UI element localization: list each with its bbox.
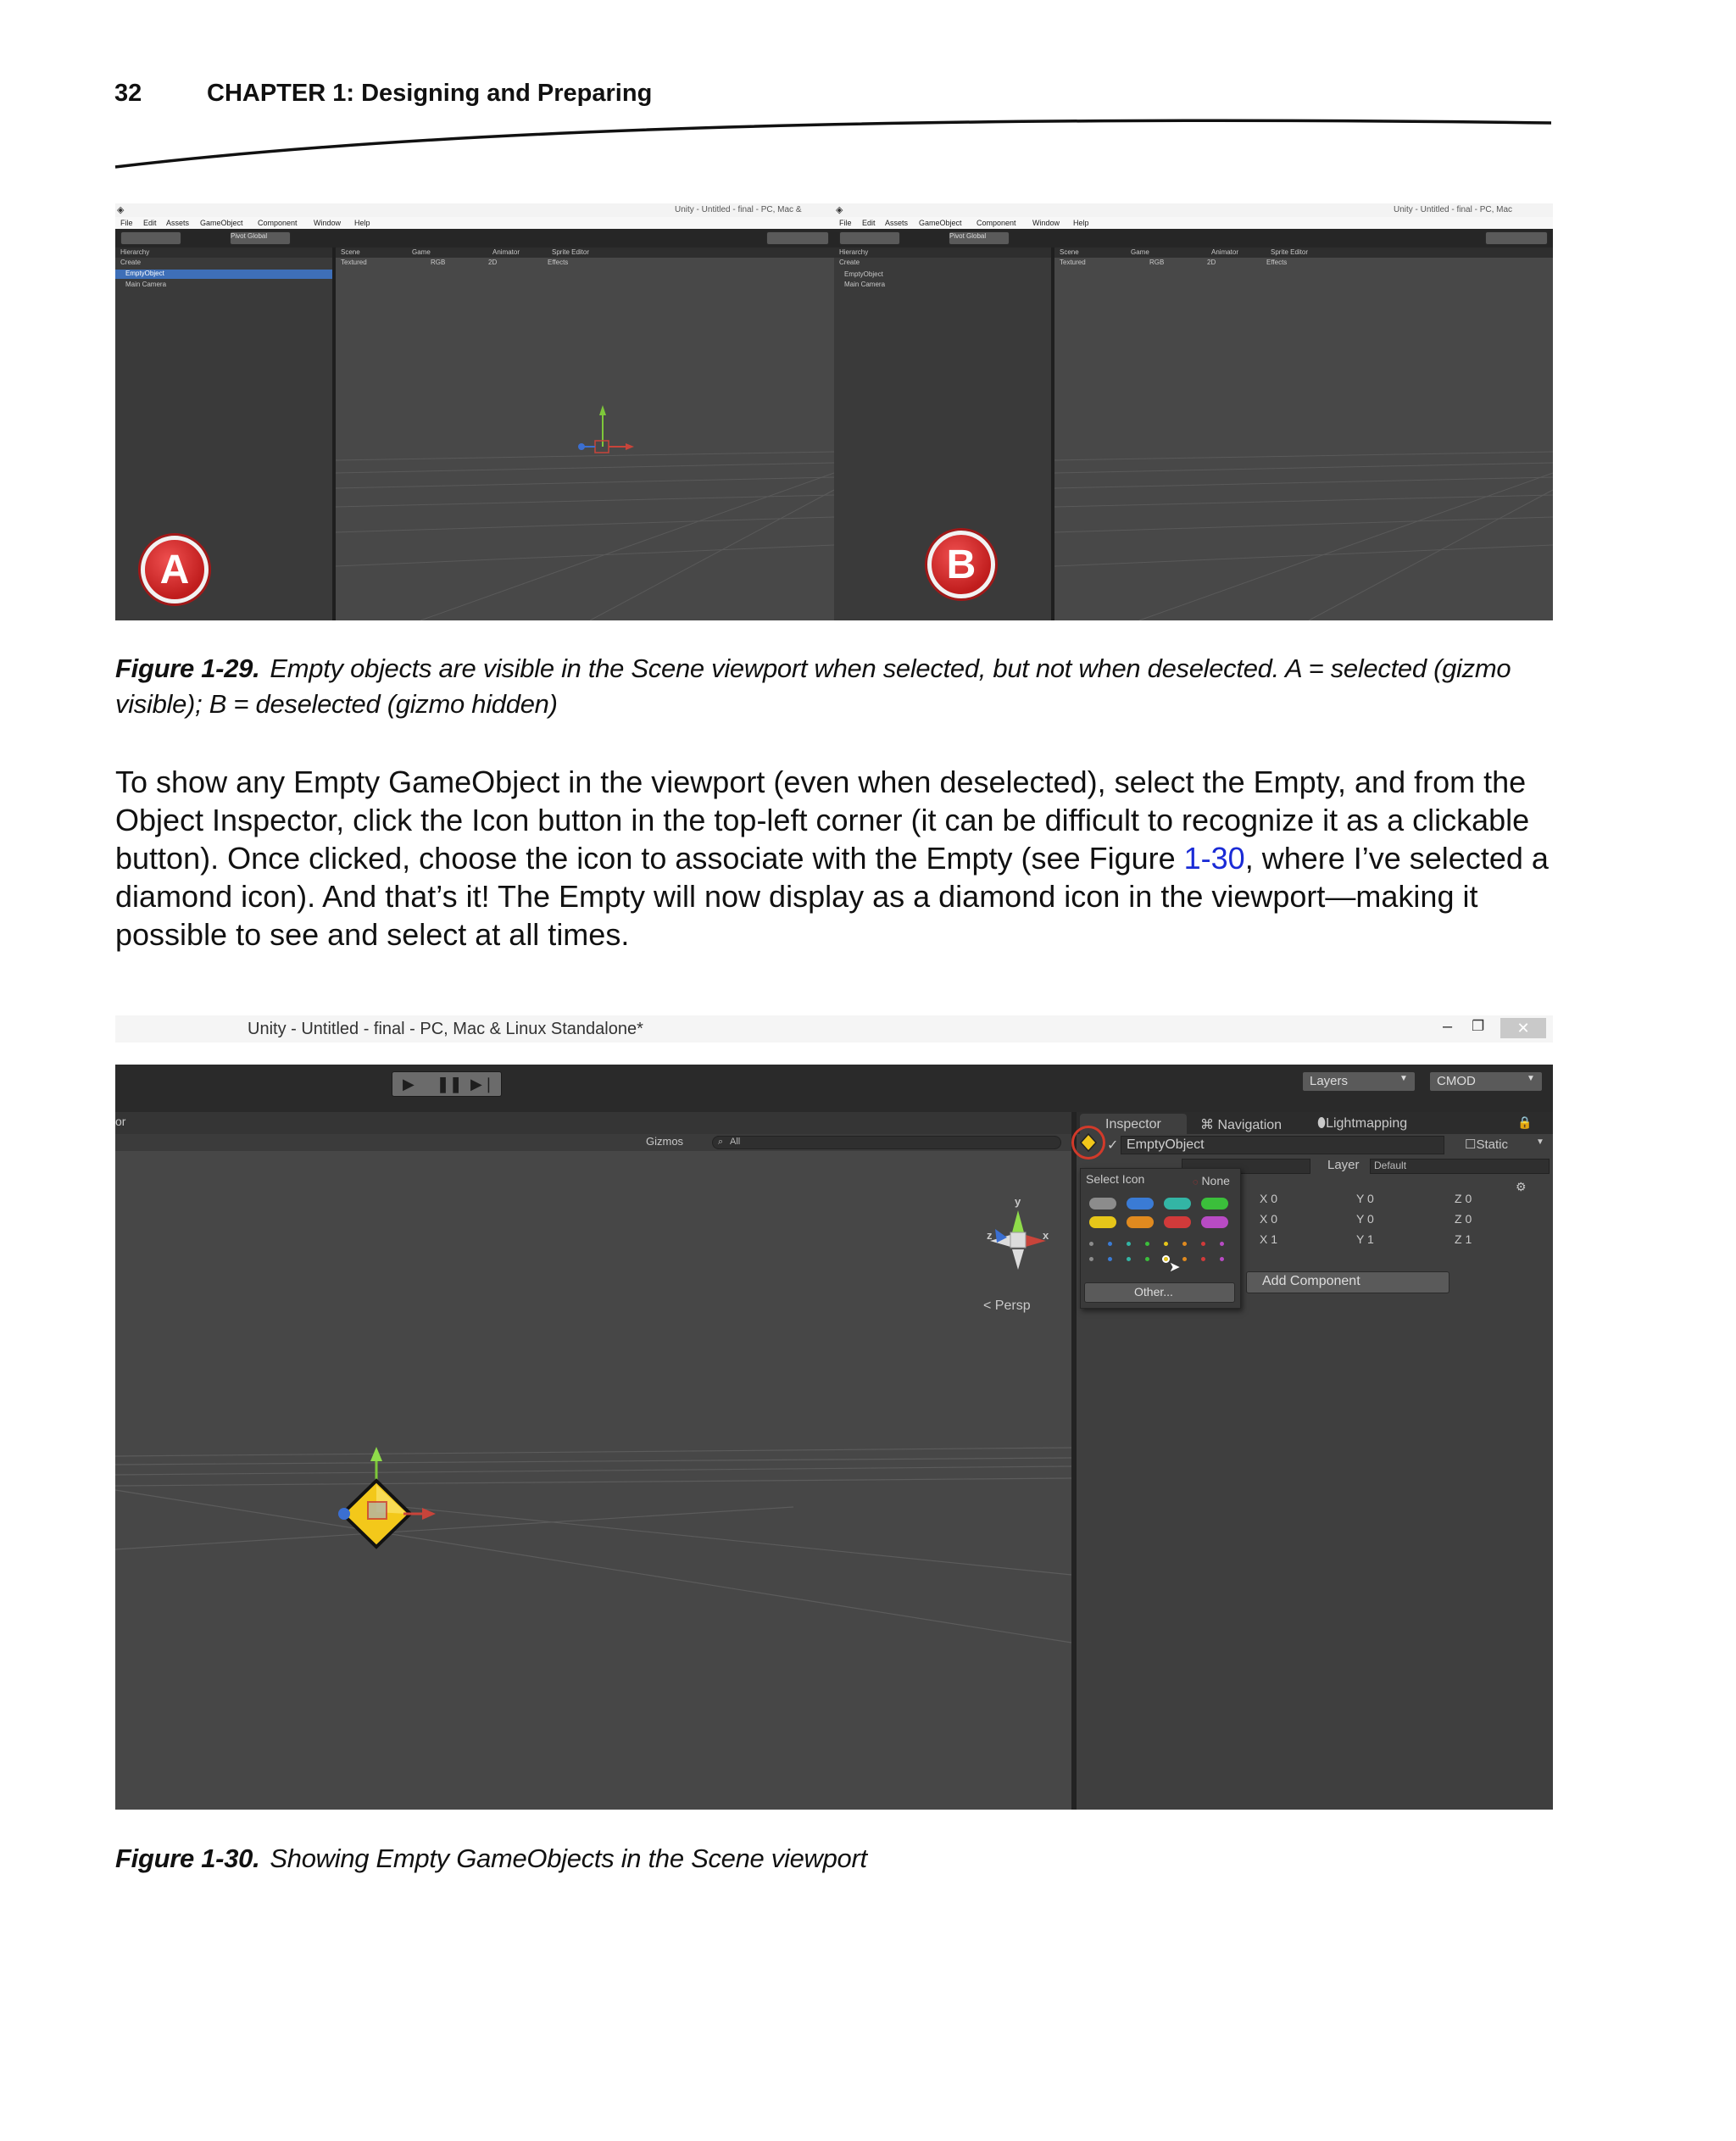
inspector-tabs (1077, 1112, 1553, 1134)
window-title: Unity - Untitled - final - PC, Mac (1394, 205, 1513, 214)
restore-icon[interactable]: ❐ (1472, 1018, 1485, 1034)
tab-game[interactable]: Game (412, 248, 431, 256)
scene-tabs (1054, 247, 1553, 258)
menu-edit[interactable]: Edit (143, 219, 157, 227)
caption-text: Empty objects are visible in the Scene viewport when selected, but not when deselected. A = selected (gizmo visible); B = deselected (gizmo hidden) (115, 653, 1511, 719)
window-title: Unity - Untitled - final - PC, Mac & (675, 205, 802, 214)
label-icon-grid (1089, 1198, 1233, 1232)
hierarchy-tab-label: Hierarchy (839, 248, 869, 256)
create-button[interactable]: Create (120, 259, 142, 266)
select-icon-popup (1080, 1168, 1241, 1309)
close-button[interactable]: ✕ (1500, 1018, 1546, 1038)
icon-button[interactable] (1071, 1126, 1105, 1159)
chevron-down-icon: ▼ (1527, 1074, 1535, 1083)
figure-link[interactable]: 1-30 (1183, 841, 1245, 876)
hierarchy-item[interactable]: Main Camera (844, 281, 886, 288)
lightmapping-tab-label: Lightmapping (1326, 1116, 1408, 1131)
layer-label: Layer (1327, 1158, 1360, 1172)
2d-toggle[interactable]: 2D (1207, 259, 1216, 266)
menu-help[interactable]: Help (354, 219, 370, 227)
projection-label[interactable]: < Persp (983, 1299, 1031, 1313)
window-title: Unity - Untitled - final - PC, Mac & Linux Standalone* (248, 1020, 643, 1038)
dot-icon[interactable] (1108, 1257, 1112, 1261)
scene-tab-row (115, 1112, 1071, 1134)
scale-y[interactable]: Y 1 (1356, 1232, 1374, 1246)
hierarchy-item[interactable]: EmptyObject (844, 270, 883, 278)
shading-mode[interactable]: Textured (1060, 259, 1086, 266)
menu-assets[interactable]: Assets (885, 219, 909, 227)
page-number: 32 (114, 80, 142, 107)
select-icon-title: Select Icon (1086, 1172, 1145, 1186)
scale-x[interactable]: X 1 (1260, 1232, 1278, 1246)
label-icon-purple[interactable] (1201, 1216, 1228, 1228)
tab-animator[interactable]: Animator (1211, 248, 1239, 256)
search-input[interactable] (712, 1136, 1061, 1149)
hierarchy-item-label: EmptyObject (125, 270, 164, 277)
label-icon-green[interactable] (1201, 1198, 1228, 1210)
label-icon-gray[interactable] (1089, 1198, 1116, 1210)
pivot-label: Pivot (231, 232, 246, 240)
render-mode[interactable]: RGB (1149, 259, 1165, 266)
layout-label: CMOD (1437, 1074, 1476, 1088)
hierarchy-tab[interactable] (834, 247, 1051, 258)
position-x[interactable]: X 0 (1260, 1192, 1278, 1205)
tab-sprite-editor[interactable]: Sprite Editor (552, 248, 590, 256)
menu-help[interactable]: Help (1073, 219, 1089, 227)
scene-grid (1054, 270, 1553, 620)
rotation-y[interactable]: Y 0 (1356, 1212, 1374, 1226)
effects-menu[interactable]: Effects (1266, 259, 1288, 266)
scale-row (1256, 1231, 1553, 1249)
dot-icon[interactable] (1201, 1242, 1205, 1246)
menu-assets[interactable]: Assets (166, 219, 190, 227)
menu-component[interactable]: Component (258, 219, 298, 227)
dot-icon[interactable] (1108, 1242, 1112, 1246)
toolbar (115, 1065, 1553, 1112)
menu-window[interactable]: Window (1032, 219, 1060, 227)
2d-toggle[interactable]: 2D (488, 259, 498, 266)
lock-icon[interactable]: 🔒 (1517, 1115, 1533, 1129)
search-placeholder: All (730, 1137, 741, 1147)
play-controls[interactable] (1485, 231, 1548, 245)
static-toggle[interactable]: ☐Static (1465, 1137, 1508, 1152)
toolbar (834, 229, 1553, 247)
scene-grid (115, 1151, 1071, 1810)
rotation-row (1256, 1210, 1553, 1229)
layer-value: Default (1374, 1159, 1407, 1171)
other-label: Other... (1134, 1285, 1173, 1299)
label-icon-blue[interactable] (1127, 1198, 1154, 1210)
menu-file[interactable]: File (120, 219, 133, 227)
play-controls (392, 1071, 502, 1097)
paragraph-text-1: To show any Empty GameObject in the viewport (even when deselected), select the Empty, and from the Object Inspector, click the Icon button in the top-left corner (it can be difficult to recognize it as a clickable button). Once clicked, choose the icon to associate with the Empty (see Figure (115, 765, 1530, 876)
panel-b (834, 203, 1553, 620)
layout-dropdown[interactable] (1429, 1071, 1543, 1092)
tab-game[interactable]: Game (1131, 248, 1149, 256)
badge-b: B (927, 531, 995, 598)
dot-icon[interactable] (1145, 1257, 1149, 1261)
toolbar (115, 229, 834, 247)
tab-animator[interactable]: Animator (492, 248, 520, 256)
layers-dropdown[interactable] (1302, 1071, 1416, 1092)
label-icon-teal[interactable] (1164, 1198, 1191, 1210)
layer-dropdown[interactable] (1370, 1159, 1550, 1174)
hierarchy-tab-label: Hierarchy (120, 248, 150, 256)
tab-scene[interactable]: Scene (341, 248, 360, 256)
figure-1-30 (115, 1015, 1553, 1810)
create-button[interactable]: Create (839, 259, 860, 266)
scene-viewport[interactable] (115, 1112, 1071, 1810)
dot-icon[interactable] (1182, 1242, 1187, 1246)
persp-label: Persp (994, 1299, 1031, 1313)
figure-label: Figure 1-29. (115, 653, 260, 683)
dot-icon[interactable] (1145, 1242, 1149, 1246)
menu-gameobject[interactable]: GameObject (919, 219, 962, 227)
position-y[interactable]: Y 0 (1356, 1192, 1374, 1205)
dot-icon[interactable] (1182, 1257, 1187, 1261)
pause-icon[interactable]: ❚❚ (437, 1076, 463, 1093)
dot-icon[interactable] (1220, 1257, 1224, 1261)
settings-icon[interactable]: ⚙ (1516, 1180, 1527, 1193)
global-label: Global (966, 232, 987, 240)
transform-fields (1256, 1190, 1553, 1251)
chevron-down-icon: ▼ (1399, 1074, 1408, 1083)
badge-a: A (141, 536, 209, 603)
mouse-cursor-icon: ➤ (1169, 1260, 1181, 1275)
global-label: Global (248, 232, 268, 240)
position-z[interactable]: Z 0 (1455, 1192, 1472, 1205)
figure-1-29 (115, 203, 1553, 620)
scene-grid (336, 270, 834, 620)
title-bar (834, 203, 1553, 217)
unity-logo-icon: ◈ (117, 205, 125, 215)
chevron-down-icon[interactable]: ▼ (1536, 1137, 1544, 1147)
step-icon[interactable]: ▶❘ (470, 1076, 495, 1093)
hierarchy-item-selected[interactable] (115, 270, 332, 279)
pivot-label: Pivot (949, 232, 965, 240)
play-icon[interactable]: ▶ (403, 1076, 415, 1093)
transform-tools[interactable] (120, 231, 181, 245)
object-header (1077, 1134, 1553, 1156)
play-controls[interactable] (766, 231, 829, 245)
dot-icon[interactable] (1220, 1242, 1224, 1246)
object-name-field[interactable] (1121, 1136, 1444, 1154)
inspector-tab-label: Inspector (1105, 1117, 1161, 1132)
tab-fragment: or (115, 1115, 126, 1128)
dot-icon[interactable] (1201, 1257, 1205, 1261)
body-paragraph (115, 763, 1556, 954)
render-mode[interactable]: RGB (431, 259, 446, 266)
header-rule (0, 0, 1736, 186)
orientation-gizmo[interactable] (971, 1195, 1065, 1293)
none-icon: ◌ (1193, 1177, 1199, 1187)
title-bar (115, 203, 834, 217)
axis-x-label: x (1043, 1229, 1049, 1242)
layers-label: Layers (1310, 1074, 1349, 1088)
rotation-x[interactable]: X 0 (1260, 1212, 1278, 1226)
window-gap (115, 1043, 1553, 1065)
paragraph-text-2: , where I’ve selected a diamond icon). And that’s it! The Empty will now display as a diamond icon in the viewport—making it possible to see and select at all times. (115, 841, 1549, 952)
active-checkbox[interactable]: ✓ (1107, 1138, 1119, 1153)
navigation-tab-label: Navigation (1217, 1118, 1283, 1132)
label-icon-yellow[interactable] (1089, 1216, 1116, 1228)
pivot-toggle[interactable] (949, 231, 1010, 245)
menu-bar (115, 217, 834, 229)
add-component-button[interactable] (1246, 1271, 1449, 1293)
label-icon-red[interactable] (1164, 1216, 1191, 1228)
label-icon-orange[interactable] (1127, 1216, 1154, 1228)
tab-sprite-editor[interactable]: Sprite Editor (1271, 248, 1309, 256)
dot-icon[interactable] (1089, 1242, 1093, 1246)
scale-z[interactable]: Z 1 (1455, 1232, 1472, 1246)
scene-control-bar (115, 1134, 1071, 1151)
menu-window[interactable]: Window (314, 219, 342, 227)
dot-icon-grid (1089, 1242, 1233, 1267)
hierarchy-item[interactable]: Main Camera (125, 281, 167, 288)
dot-icon[interactable] (1127, 1257, 1131, 1261)
tab-navigation[interactable] (1200, 1116, 1282, 1133)
rotation-z[interactable]: Z 0 (1455, 1212, 1472, 1226)
minimize-icon[interactable]: – (1443, 1017, 1453, 1036)
search-icon: ⌕ (718, 1137, 724, 1147)
add-component-label: Add Component (1262, 1274, 1360, 1288)
menu-gameobject[interactable]: GameObject (200, 219, 243, 227)
unity-logo-icon: ◈ (836, 205, 843, 215)
dot-icon[interactable] (1164, 1242, 1168, 1246)
none-option[interactable] (1193, 1174, 1230, 1187)
dot-icon[interactable] (1089, 1257, 1093, 1261)
axis-gizmo-icon (971, 1200, 1065, 1293)
shading-mode[interactable]: Textured (341, 259, 367, 266)
pivot-toggle[interactable] (230, 231, 291, 245)
transform-tools[interactable] (839, 231, 900, 245)
inspector-panel (1077, 1112, 1553, 1810)
position-row (1256, 1190, 1553, 1209)
menu-bar (834, 217, 1553, 229)
axis-z-label: z (987, 1229, 993, 1242)
lightmapping-icon: ⬮ (1317, 1116, 1327, 1131)
static-label: Static (1476, 1137, 1508, 1152)
menu-file[interactable]: File (839, 219, 852, 227)
none-label: None (1201, 1174, 1230, 1187)
scene-tabs (336, 247, 834, 258)
other-button[interactable] (1084, 1282, 1235, 1303)
figure-1-30-caption (115, 1841, 1556, 1877)
figure-label: Figure 1-30. (115, 1843, 260, 1873)
chapter-heading: CHAPTER 1: Designing and Preparing (207, 80, 653, 107)
menu-edit[interactable]: Edit (862, 219, 876, 227)
scene-view[interactable] (1054, 247, 1553, 620)
diamond-icon (1074, 1128, 1103, 1157)
effects-menu[interactable]: Effects (548, 259, 569, 266)
figure-1-29-caption (115, 651, 1556, 722)
dot-icon[interactable] (1127, 1242, 1131, 1246)
scene-view[interactable] (336, 247, 834, 620)
menu-component[interactable]: Component (976, 219, 1016, 227)
tab-lightmapping[interactable] (1317, 1116, 1407, 1132)
dot-icon[interactable] (1164, 1257, 1168, 1261)
navigation-icon: ⌘ (1200, 1118, 1218, 1132)
object-name: EmptyObject (1127, 1137, 1205, 1152)
caption-text: Showing Empty GameObjects in the Scene viewport (270, 1843, 867, 1873)
hierarchy-tab[interactable] (115, 247, 332, 258)
panel-a (115, 203, 834, 620)
gizmos-menu[interactable]: Gizmos (646, 1135, 684, 1148)
window-title-bar (115, 1015, 1553, 1043)
empty-object-gizmo[interactable] (319, 1417, 488, 1587)
axis-y-label: y (1015, 1195, 1021, 1208)
tab-scene[interactable]: Scene (1060, 248, 1079, 256)
